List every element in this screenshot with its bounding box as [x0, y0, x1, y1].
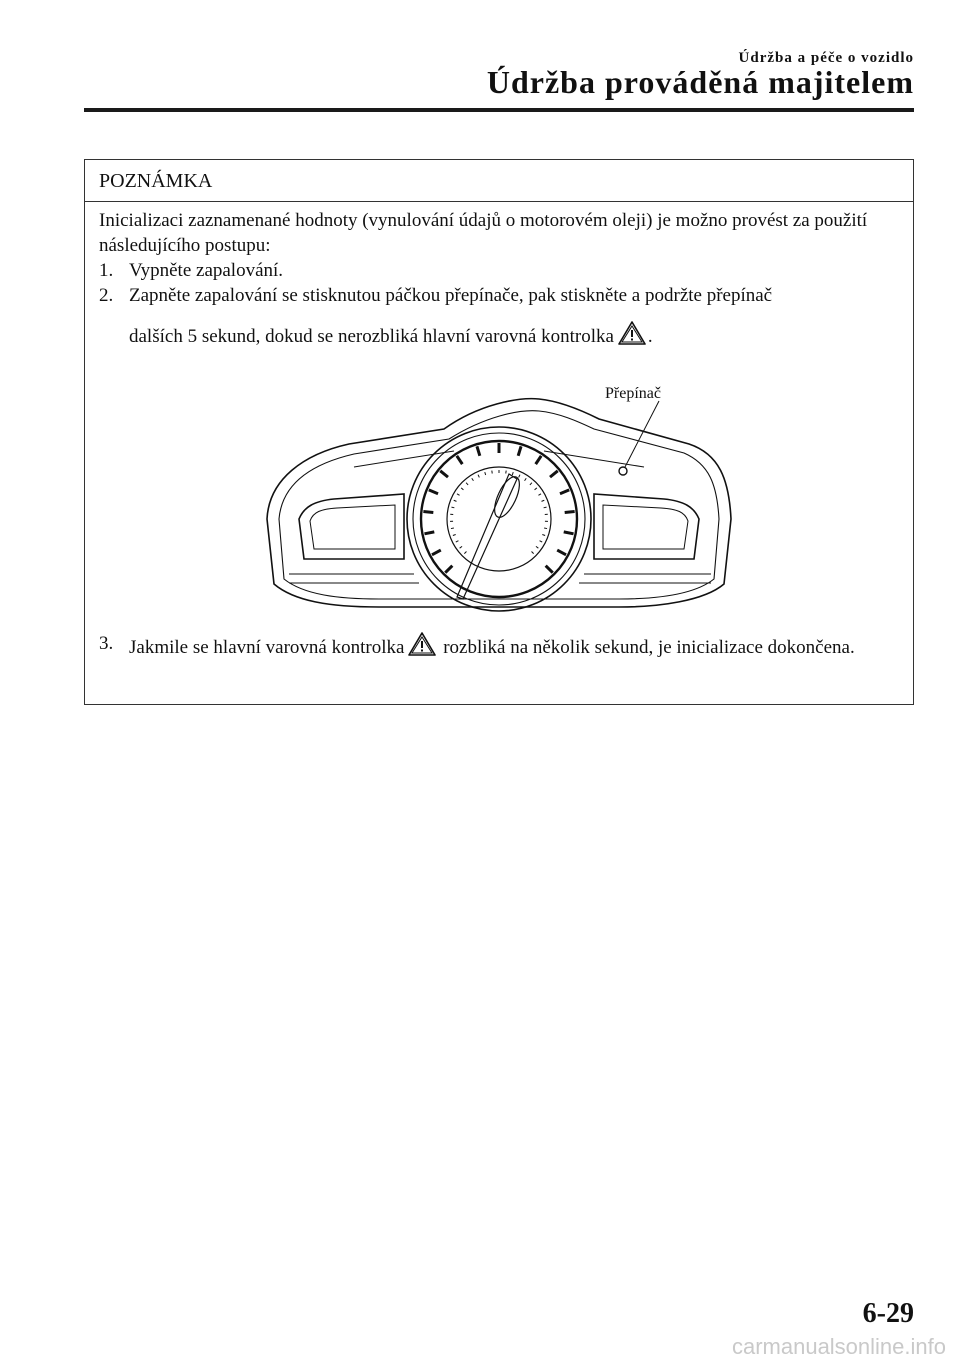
- gauge-tick: [557, 550, 566, 555]
- instrument-cluster-illustration: [99, 369, 899, 619]
- gauge-tick: [423, 512, 433, 513]
- inner-gauge-tick: [461, 488, 463, 490]
- switch-marker: [619, 467, 627, 475]
- step-text: Vypněte zapalování.: [129, 260, 284, 281]
- gauge-tick: [560, 490, 569, 494]
- note-body: [85, 202, 913, 664]
- step-2: [99, 283, 899, 353]
- inner-gauge-tick: [544, 528, 547, 529]
- step-text: Zapněte zapalování se stisknutou páčkou přepínače, pak stiskněte a podržte přepínač: [129, 285, 773, 306]
- gauge-tick: [546, 566, 553, 573]
- inner-gauge-tick: [540, 541, 543, 542]
- step-text-part: dalších 5 sekund, dokud se nerozbliká hlavní varovná kontrolka: [129, 326, 614, 347]
- inner-gauge-tick: [532, 552, 534, 554]
- inner-gauge-tick: [478, 475, 479, 478]
- note-box: [84, 159, 914, 705]
- step-number: 2.: [99, 285, 114, 306]
- inner-gauge-tick: [525, 478, 527, 480]
- step-1: [99, 258, 899, 283]
- gauge-tick: [518, 446, 521, 456]
- inner-gauge-tick: [451, 528, 454, 529]
- inner-gauge-tick: [544, 507, 547, 508]
- inner-gauge-tick: [457, 494, 460, 496]
- note-intro: Inicializaci zaznamenané hodnoty (vynulování údajů o motorovém oleji) je možno provést za použití následujícího postupu:: [99, 210, 868, 256]
- step-3: [99, 631, 899, 664]
- gauge-tick: [445, 566, 452, 573]
- inner-gauge-tick: [519, 475, 520, 478]
- gauge-tick: [536, 456, 542, 464]
- inner-gauge-tick: [472, 478, 474, 480]
- inner-gauge-tick: [485, 472, 486, 475]
- gauge-tick: [550, 471, 558, 477]
- gauge-tick: [564, 532, 574, 534]
- step-number: 1.: [99, 260, 114, 281]
- inner-gauge-tick: [464, 552, 466, 554]
- gauge-tick: [477, 446, 480, 456]
- switch-callout-label: Přepínač: [605, 385, 661, 402]
- inner-gauge-tick: [541, 500, 544, 501]
- inner-gauge-tick: [453, 534, 456, 535]
- inner-gauge-tick: [530, 483, 532, 485]
- step-text-continued: [129, 320, 899, 353]
- inner-gauge-tick: [538, 494, 541, 496]
- page-number: 6-29: [862, 1298, 914, 1329]
- note-heading: POZNÁMKA: [85, 160, 913, 202]
- gauge-tick: [429, 490, 438, 494]
- inner-gauge-tick: [451, 507, 454, 508]
- gauge-tick: [565, 512, 575, 513]
- step-text-part: .: [647, 326, 653, 347]
- inner-gauge-tick: [512, 472, 513, 475]
- page-title: Údržba prováděná majitelem: [486, 64, 914, 100]
- inner-gauge-tick: [454, 500, 457, 501]
- step-text: Jakmile se hlavní varovná kontrolka: [129, 637, 405, 658]
- inner-gauge-tick: [535, 488, 537, 490]
- inner-gauge-tick: [536, 546, 538, 548]
- gauge-tick: [457, 456, 463, 464]
- watermark: carmanualsonline.info: [731, 1334, 946, 1359]
- inner-gauge-tick: [542, 534, 545, 535]
- gauge-tick: [440, 471, 448, 477]
- gauge-tick: [432, 550, 441, 555]
- step-number: 3.: [99, 633, 114, 654]
- inner-gauge-tick: [466, 483, 468, 485]
- gauge-tick: [424, 532, 434, 534]
- header-divider: [84, 108, 914, 112]
- header-section-label: Údržba a péče o vozidlo: [738, 50, 914, 66]
- instrument-cluster-figure: [99, 369, 899, 619]
- warning-triangle-icon: [407, 631, 437, 664]
- step-text: rozbliká na několik sekund, je inicializace dokončena.: [443, 637, 855, 658]
- inner-gauge-tick: [460, 546, 462, 548]
- warning-triangle-icon: [617, 320, 647, 353]
- inner-gauge-tick: [456, 541, 459, 542]
